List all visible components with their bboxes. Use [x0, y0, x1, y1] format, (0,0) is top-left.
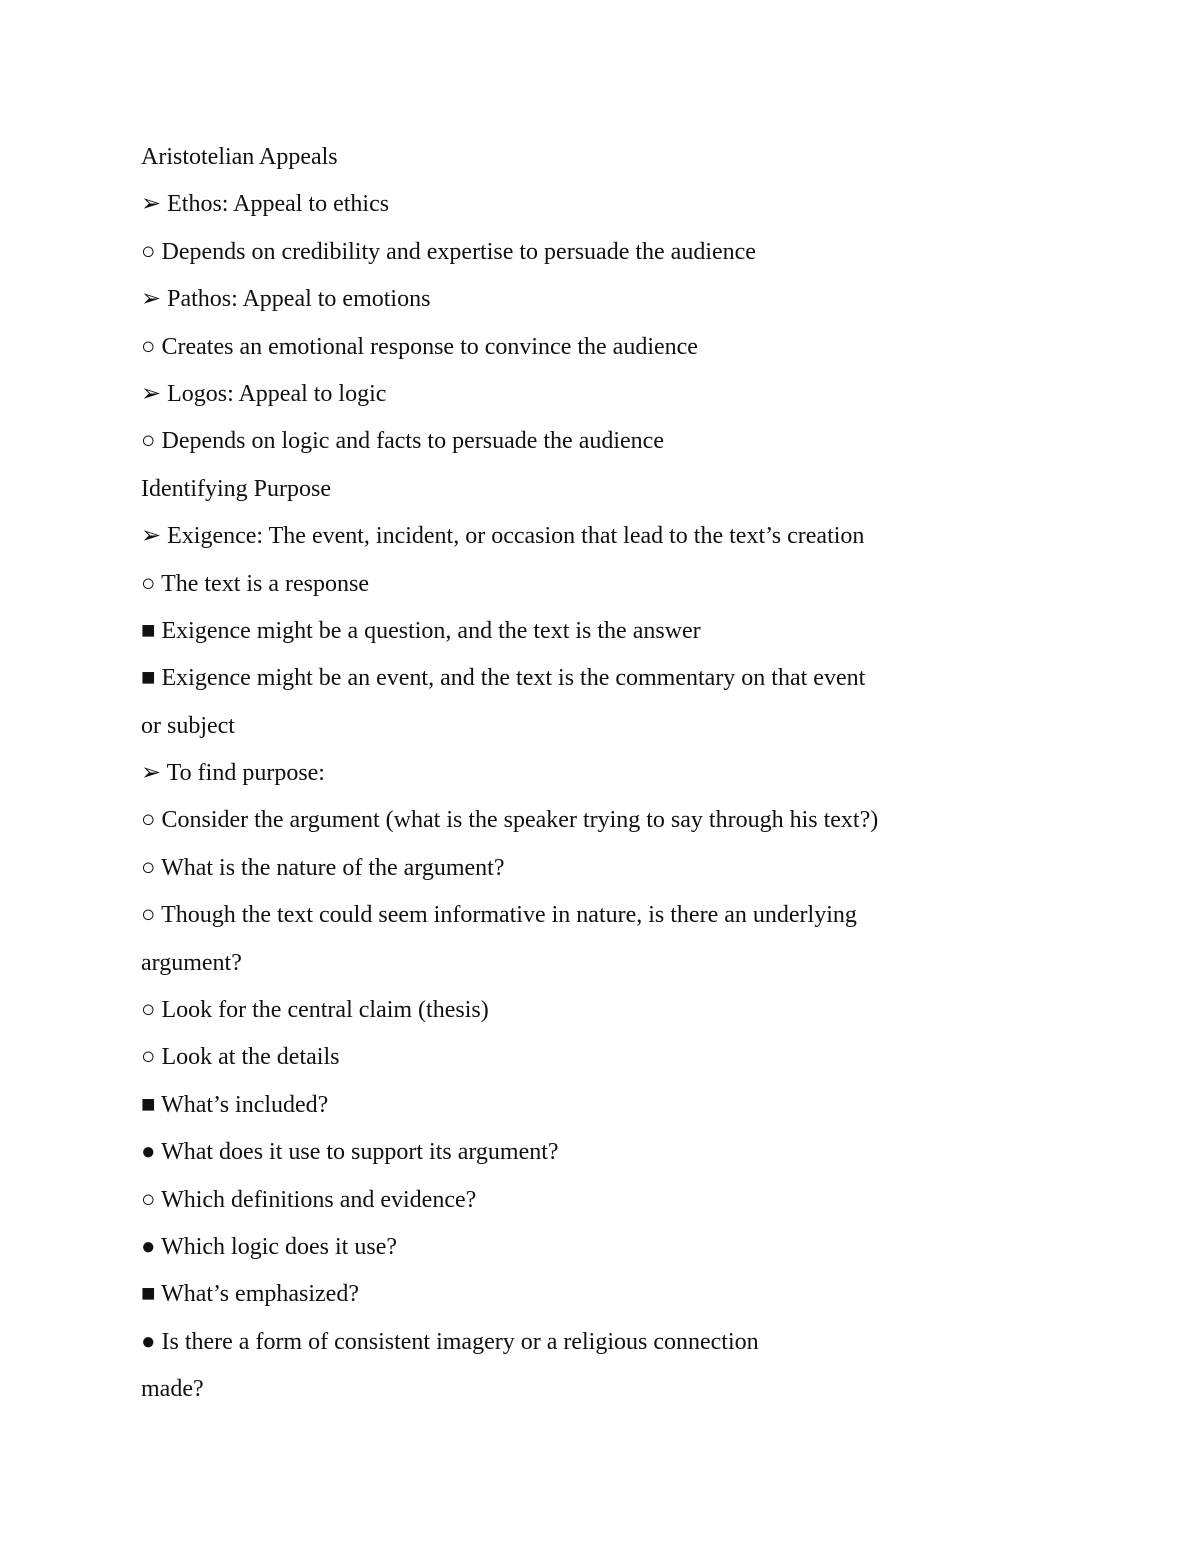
bullet-find-purpose: ➢ To find purpose: — [141, 760, 325, 787]
continuation-line: made? — [141, 1376, 204, 1403]
square-bullet-exigence-event: ■ Exigence might be an event, and the text is the commentary on that event — [141, 665, 866, 692]
square-bullet-exigence-question: ■ Exigence might be a question, and the text is the answer — [141, 617, 701, 644]
sub-bullet-nature-of-argument: ○ What is the nature of the argument? — [141, 854, 505, 881]
bullet-pathos: ➢ Pathos: Appeal to emotions — [141, 286, 431, 313]
bullet-exigence: ➢ Exigence: The event, incident, or occasion that lead to the text’s creation — [141, 523, 865, 550]
sub-bullet-look-at-details: ○ Look at the details — [141, 1044, 340, 1071]
sub-bullet-consider-argument: ○ Consider the argument (what is the speaker trying to say through his text?) — [141, 807, 879, 834]
bullet-ethos: ➢ Ethos: Appeal to ethics — [141, 191, 390, 218]
sub-bullet-text-response: ○ The text is a response — [141, 570, 369, 597]
continuation-line: or subject — [141, 712, 235, 739]
dot-bullet-support-argument: ● What does it use to support its argument? — [141, 1139, 559, 1166]
sub-bullet-underlying-argument: ○ Though the text could seem informative in nature, is there an underlying — [141, 902, 857, 929]
sub-bullet-pathos-description: ○ Creates an emotional response to convince the audience — [141, 333, 698, 360]
sub-bullet-definitions-evidence: ○ Which definitions and evidence? — [141, 1186, 477, 1213]
square-bullet-whats-included: ■ What’s included? — [141, 1091, 329, 1118]
section-heading-aristotelian-appeals: Aristotelian Appeals — [141, 144, 338, 170]
sub-bullet-central-claim: ○ Look for the central claim (thesis) — [141, 997, 489, 1024]
sub-bullet-ethos-description: ○ Depends on credibility and expertise to persuade the audience — [141, 238, 756, 265]
square-bullet-whats-emphasized: ■ What’s emphasized? — [141, 1281, 359, 1308]
sub-bullet-logos-description: ○ Depends on logic and facts to persuade the audience — [141, 428, 664, 455]
dot-bullet-consistent-imagery: ● Is there a form of consistent imagery or a religious connection — [141, 1328, 759, 1355]
bullet-logos: ➢ Logos: Appeal to logic — [141, 380, 387, 407]
document-body — [141, 140, 1041, 1420]
continuation-line: argument? — [141, 949, 242, 976]
section-heading-identifying-purpose: Identifying Purpose — [141, 475, 331, 502]
dot-bullet-which-logic: ● Which logic does it use? — [141, 1233, 397, 1260]
